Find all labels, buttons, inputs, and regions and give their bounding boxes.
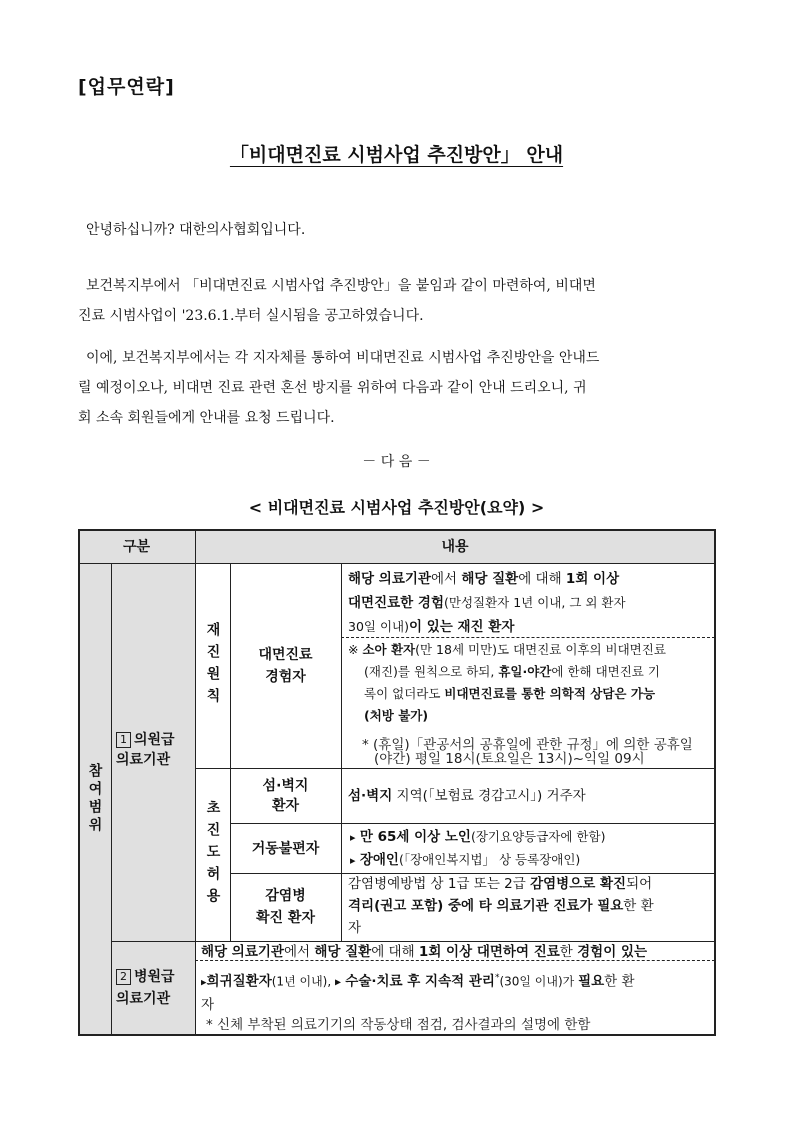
header-gubun: 구분 <box>122 539 151 555</box>
infectious-disease-text: 감염병예방법 상 1급 또는 2급 감염병으로 확진되어 격리(권고 포함) 중에 타 의료기관 진료가 필요한 환 자 <box>348 876 654 936</box>
hospital-criteria-text: 해당 의료기관에서 해당 질환에 대해 1회 이상 대면하여 진료한 경험이 있는 ▸희귀질환자(1년 이내), ▸ 수술·치료 후 지속적 관리*(30일 이내)가 필요한 환 자 <box>201 944 648 1013</box>
island-remote-label: 섬·벽지 환자 <box>262 777 309 814</box>
section-title: < 비대면진료 시범사업 추진방안(요약) > <box>248 498 545 517</box>
clinic-label: 1 의원급 의료기관 <box>116 732 175 768</box>
face-to-face-experience-label: 대면진료 경험자 <box>258 646 313 685</box>
paragraph-2: 이에, 보건복지부에서는 각 지자체를 통하여 비대면진료 시범사업 추진방안을 안내드 릴 예정이오나, 비대면 진료 관련 혼선 방지를 위하여 다음과 같이 안내 드리오니, 귀 회 소속 회원들에게 안내를 요청 드립니다. <box>78 350 600 426</box>
header-content: 내용 <box>441 539 469 555</box>
type-column-bg <box>111 563 195 1035</box>
document-label: [업무연락] <box>78 76 175 98</box>
face-to-face-experience-text: 해당 의료기관에서 해당 질환에 대해 1회 이상 대면진료한 경험(만성질환자 1년 이내, 그 외 환자 30일 이내)이 있는 재진 환자 <box>348 571 626 635</box>
mobility-impaired-text: ▸ 만 65세 이상 노인(장기요양등급자에 한함) ▸ 장애인(「장애인복지법」 상 등록장애인) <box>350 829 606 868</box>
infectious-disease-label: 감염병 확진 환자 <box>256 888 315 926</box>
hospital-footnote: * 신체 부착된 의료기기의 작동상태 점검, 검사결과의 설명에 한함 <box>206 1017 591 1033</box>
reconsult-principle-label: 재진원칙 <box>204 621 221 710</box>
document-title: 「비대면진료 시범사업 추진방안」 안내 <box>229 144 564 166</box>
dagum-separator: － 다 음 － <box>362 454 431 470</box>
holiday-definition-note: * (휴일)「관공서의 공휴일에 관한 규정」에 의한 공휴일 (야간) 평일 18시(토요일은 13시)~익일 09시 <box>362 737 693 767</box>
greeting: 안녕하십니까? 대한의사협회입니다. <box>86 222 306 238</box>
mobility-impaired-label: 거동불편자 <box>251 841 320 857</box>
pediatric-holiday-note: ※ 소아 환자(만 18세 미만)도 대면진료 이후의 비대면진료 (재진)를 원칙으로 하되, 휴일·야간에 한해 대면진료 기 록이 없더라도 비대면진료를 통한 의학적 상담은 가능 (처방 불가) <box>348 642 666 723</box>
first-visit-allowed-label: 초진도허용 <box>204 799 221 910</box>
paragraph-1: 보건복지부에서 「비대면진료 시범사업 추진방안」을 붙임과 같이 마련하여, 비대면 진료 시범사업이 '23.6.1.부터 실시됨을 공고하였습니다. <box>78 278 596 324</box>
hospital-label: 2 병원급 의료기관 <box>116 969 175 1007</box>
island-remote-text: 섬·벽지 지역(「보험료 경감고시」) 거주자 <box>348 788 586 804</box>
scope-label: 참여범위 <box>86 763 103 835</box>
